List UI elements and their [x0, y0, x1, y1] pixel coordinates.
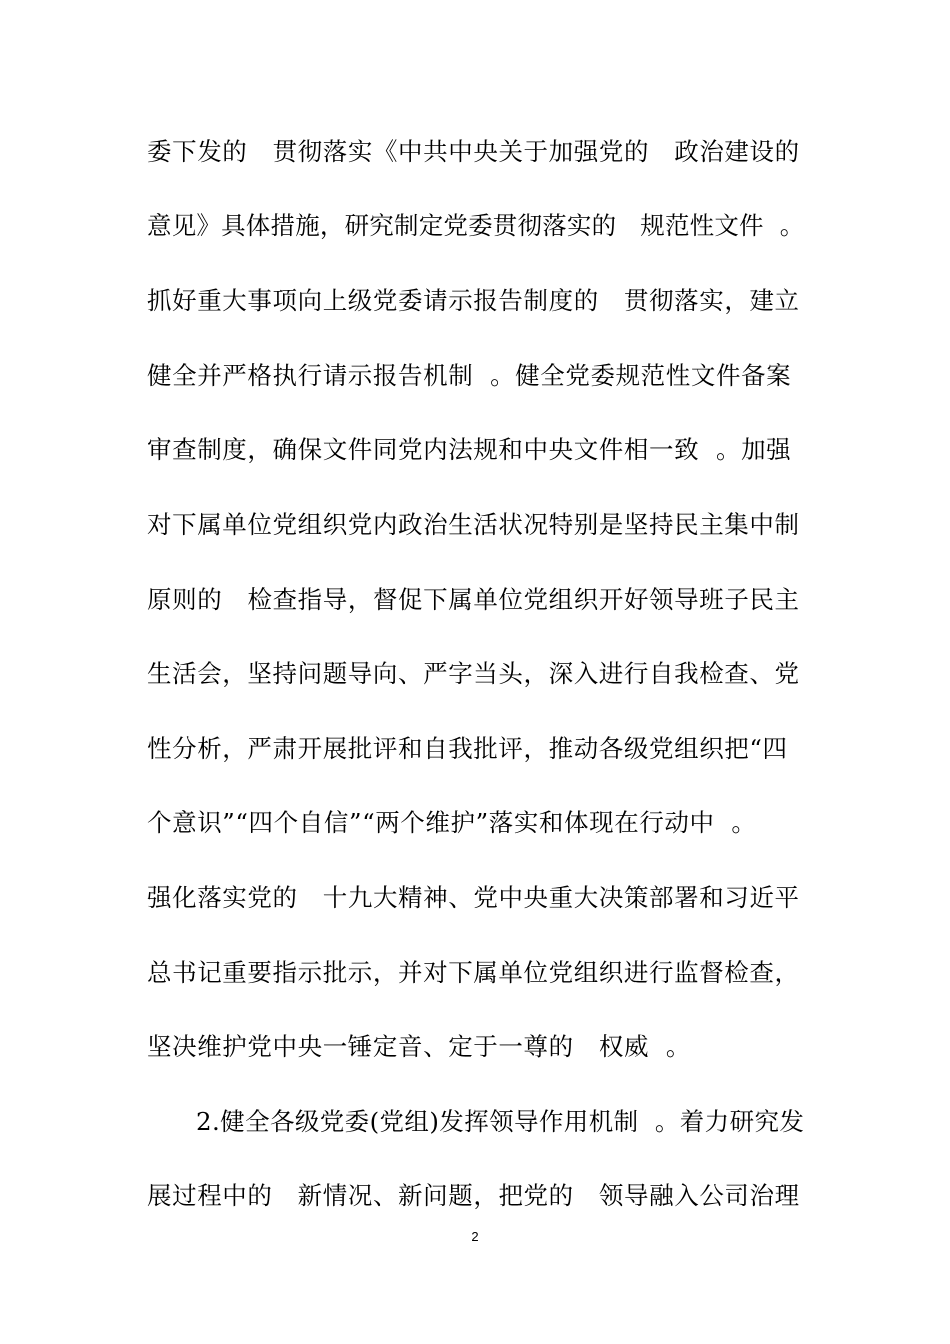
body-text-line: 健全并严格执行请示报告机制 。健全党委规范性文件备案: [147, 361, 792, 390]
body-text-line: 性分析，严肃开展批评和自我批评，推动各级党组织把“四: [147, 734, 788, 763]
body-text-line: 审查制度，确保文件同党内法规和中央文件相一致 。加强: [147, 435, 792, 464]
paragraph-start-line: 2.健全各级党委(党组)发挥领导作用机制 。着力研究发: [196, 1107, 805, 1136]
body-text-line: 生活会，坚持问题导向、严字当头，深入进行自我检查、党: [147, 659, 800, 688]
page-number: 2: [471, 1229, 479, 1244]
body-text-line: 意见》具体措施，研究制定党委贯彻落实的 规范性文件 。: [147, 211, 805, 240]
body-text-line: 总书记重要指示批示，并对下属单位党组织进行监督检查，: [147, 958, 800, 987]
body-text-line: 抓好重大事项向上级党委请示报告制度的 贯彻落实，建立: [147, 286, 800, 315]
body-text-line: 个意识”“四个自信”“两个维护”落实和体现在行动中 。: [147, 808, 757, 837]
body-text-line: 坚决维护党中央一锤定音、定于一尊的 权威 。: [147, 1032, 691, 1061]
body-text-line: 强化落实党的 十九大精神、党中央重大决策部署和习近平: [147, 883, 800, 912]
body-text-line: 展过程中的 新情况、新问题，把党的 领导融入公司治理: [147, 1181, 800, 1210]
body-text-line: 原则的 检查指导，督促下属单位党组织开好领导班子民主: [147, 585, 800, 614]
body-text-line: 对下属单位党组织党内政治生活状况特别是坚持民主集中制: [147, 510, 800, 539]
body-text-line: 委下发的 贯彻落实《中共中央关于加强党的 政治建设的: [147, 137, 800, 166]
